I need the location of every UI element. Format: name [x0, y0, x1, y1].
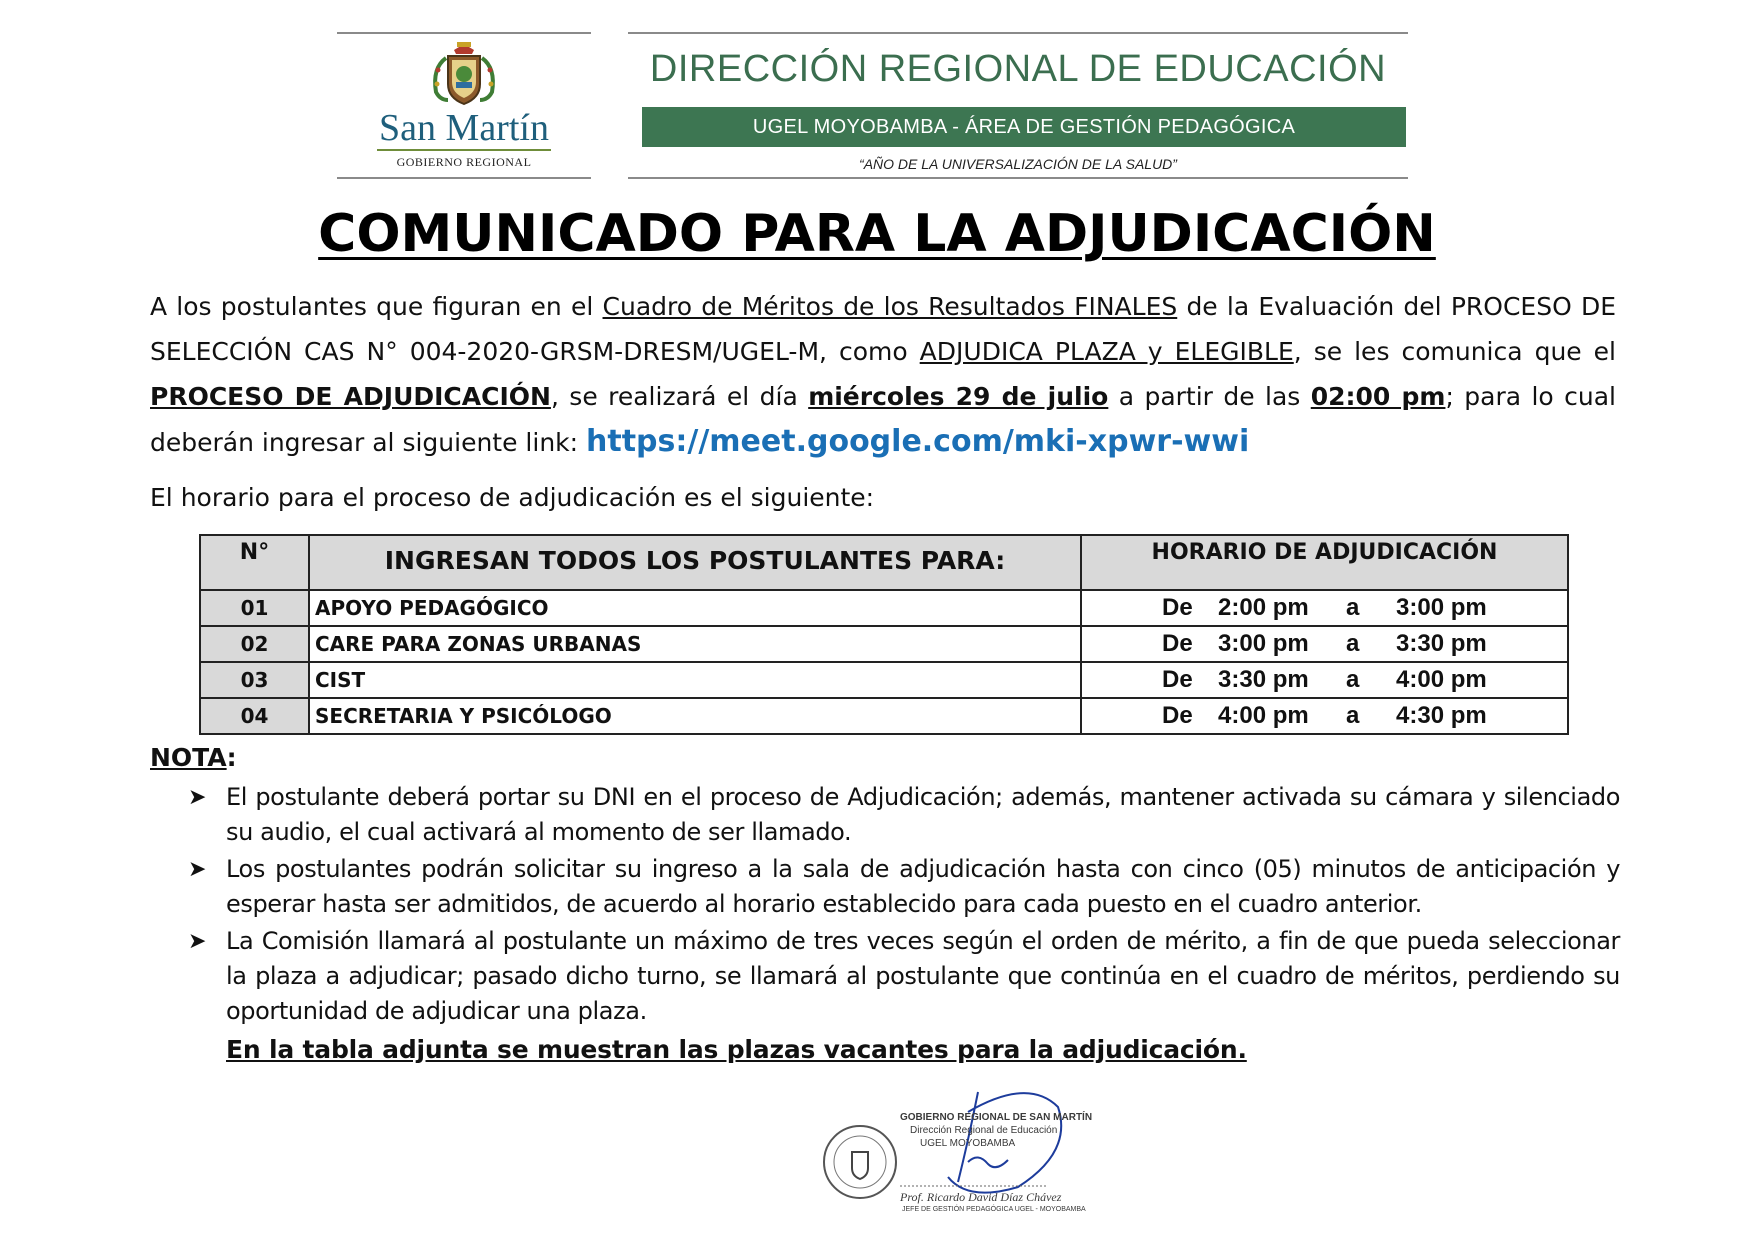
header-schedule: HORARIO DE ADJUDICACIÓN — [1081, 535, 1568, 590]
signer-role: JEFE DE GESTIÓN PEDAGÓGICA UGEL - MOYOBAMBA — [902, 1206, 1086, 1213]
note-item: ➤ La Comisión llamará al postulante un máximo de tres veces según el orden de mérito, a fin de que pueda seleccionar la plaza a adjudicar; pasado dicho turno, se llamará al postulante que continúa en el cuadro de méritos, perdiendo su oportunidad de adjudicar una plaza. — [150, 924, 1620, 1029]
logo-subtitle: GOBIERNO REGIONAL — [396, 155, 532, 169]
note-item: ➤ El postulante deberá portar su DNI en el proceso de Adjudicación; además, mantener activada su cámara y silenciado su audio, el cual activará al momento de ser llamado. — [150, 780, 1620, 850]
row-schedule: De 3:00 pm a 3:30 pm — [1081, 626, 1568, 662]
logo-name: San Martín — [379, 107, 549, 149]
regional-government-logo — [337, 34, 591, 174]
row-position: CARE PARA ZONAS URBANAS — [309, 626, 1081, 662]
schedule-intro: El horario para el proceso de adjudicación es el siguiente: — [150, 483, 875, 512]
process-name: PROCESO DE ADJUDICACIÓN — [150, 382, 551, 411]
stamp-line-3: UGEL MOYOBAMBA — [920, 1138, 1016, 1149]
arrow-bullet-icon: ➤ — [188, 785, 207, 810]
table-row — [200, 698, 1568, 734]
year-motto: “AÑO DE LA UNIVERSALIZACIÓN DE LA SALUD” — [859, 156, 1177, 172]
meet-link[interactable]: https://meet.google.com/mki-xpwr-wwi — [586, 424, 1250, 459]
row-schedule: De 4:00 pm a 4:30 pm — [1081, 698, 1568, 734]
notes-list — [150, 780, 1620, 1031]
row-number: 04 — [200, 698, 309, 734]
row-number: 01 — [200, 590, 309, 626]
table-row — [200, 590, 1568, 626]
official-stamp-signature — [818, 1082, 1118, 1232]
arrow-bullet-icon: ➤ — [188, 929, 207, 954]
event-time: 02:00 pm — [1310, 382, 1446, 411]
row-number: 03 — [200, 662, 309, 698]
row-position: SECRETARIA Y PSICÓLOGO — [309, 698, 1081, 734]
page-title: COMUNICADO PARA LA ADJUDICACIÓN — [318, 204, 1436, 264]
row-position: CIST — [309, 662, 1081, 698]
row-position: APOYO PEDAGÓGICO — [309, 590, 1081, 626]
merit-table-reference: Cuadro de Méritos de los Resultados FINALES — [602, 292, 1178, 321]
status-reference: ADJUDICA PLAZA y ELEGIBLE — [919, 337, 1294, 366]
table-header-row — [200, 535, 1568, 590]
header-bottom-rule-right — [628, 177, 1408, 179]
row-number: 02 — [200, 626, 309, 662]
direction-title: DIRECCIÓN REGIONAL DE EDUCACIÓN — [649, 48, 1387, 90]
header-number: N° — [200, 535, 309, 590]
intro-paragraph: A los postulantes que figuran en el Cuadro de Méritos de los Resultados FINALES de la Evaluación del PROCESO DE SELECCIÓN CAS N° 004-2020-GRSM-DRESM/UGEL-M, como ADJUDICA PLAZA y ELEGIBLE, se les comunica que el PROCESO DE ADJUDICACIÓN, se realizará el día miércoles 29 de julio a partir de las 02:00 pm; para lo cual deberán ingresar al siguiente link: https://meet.google.com/mki-xpwr-wwi — [150, 292, 1616, 459]
coat-of-arms-icon — [426, 40, 502, 110]
signer-name: Prof. Ricardo David Díaz Chávez — [900, 1190, 1062, 1204]
row-schedule: De 3:30 pm a 4:00 pm — [1081, 662, 1568, 698]
logo-underline — [377, 149, 551, 151]
header-position: INGRESAN TODOS LOS POSTULANTES PARA: — [309, 535, 1081, 590]
final-statement: En la tabla adjunta se muestran las plazas vacantes para la adjudicación. — [226, 1035, 1247, 1064]
note-item: ➤ Los postulantes podrán solicitar su ingreso a la sala de adjudicación hasta con cinco (05) minutos de anticipación y esperar hasta ser admitidos, de acuerdo al horario establecido para cada puesto en el cuadro anterior. — [150, 852, 1620, 922]
table-row — [200, 626, 1568, 662]
schedule-table — [199, 534, 1569, 735]
table-row — [200, 662, 1568, 698]
event-date: miércoles 29 de julio — [808, 382, 1109, 411]
stamp-line-2: Dirección Regional de Educación — [910, 1125, 1058, 1136]
row-schedule: De 2:00 pm a 3:00 pm — [1081, 590, 1568, 626]
stamp-line-1: GOBIERNO REGIONAL DE SAN MARTÍN — [900, 1112, 1093, 1123]
header-top-rule-right — [628, 32, 1408, 34]
arrow-bullet-icon: ➤ — [188, 857, 207, 882]
nota-heading: NOTA: — [150, 743, 237, 772]
ugel-band: UGEL MOYOBAMBA - ÁREA DE GESTIÓN PEDAGÓGICA — [642, 107, 1406, 147]
header-bottom-rule-left — [337, 177, 591, 179]
